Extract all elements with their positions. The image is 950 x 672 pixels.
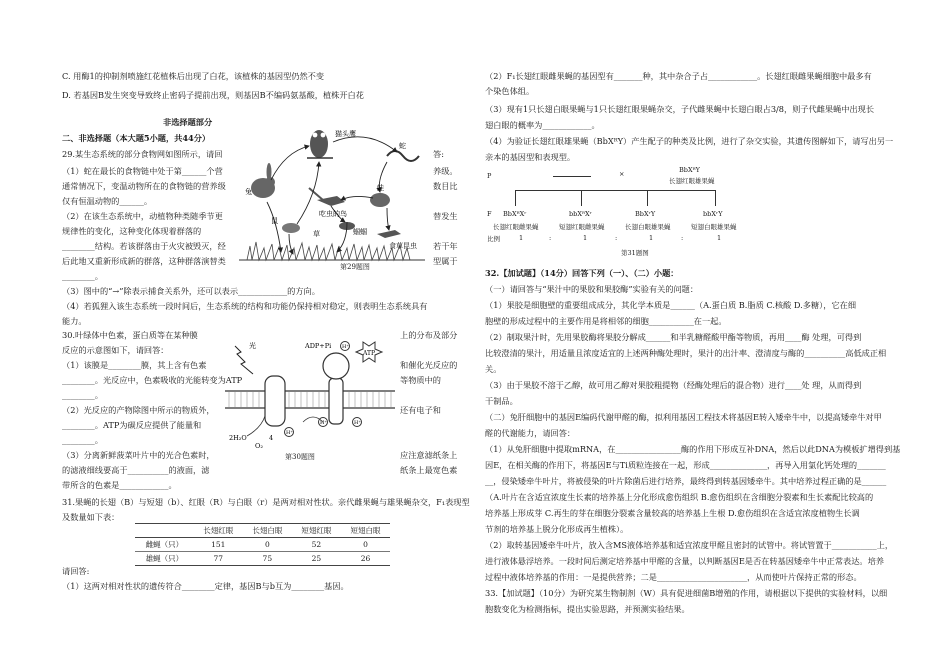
snake-drawing <box>387 151 419 161</box>
cross-g2: bbXᴿXʳ <box>569 210 592 218</box>
r-line: 醛的代谢能力，请回答： <box>485 428 576 438</box>
table-cell: 雄蝇（只） <box>135 552 194 566</box>
cross-p2: 短翅红眼雌果蝇 <box>559 223 605 231</box>
cross-r2: 1 <box>583 234 588 242</box>
q31-line: （1）这两对相对性状的遗传符合________定律，基因B与b互为________基因。 <box>62 581 349 591</box>
r-line: 个染色体组。 <box>485 86 535 96</box>
q30-line: 带所含的色素是____________。 <box>62 480 177 490</box>
q30-line: （3）分离新鲜菠菜叶片中的光合色素时， <box>62 450 215 460</box>
r-line: 因E，在相关酶的作用下，将基因E与Ti质粒连接在一起，形成______________，再导入用氯化钙处理的_______ <box>485 460 886 470</box>
label-mouse: 鼠 <box>271 217 278 225</box>
cross-lines <box>515 190 715 207</box>
hplus-top: H⁺ <box>342 344 349 350</box>
cross-p3: 长翅白眼雄果蝇 <box>625 223 671 231</box>
r-line: 胞数变化为检测指标，提出实验思路，并预测实验结果。 <box>485 604 690 614</box>
section-heading: 二、非选择题（本大题5小题，共44分） <box>62 133 211 143</box>
q30-line: 还有电子和 <box>400 405 441 415</box>
q30-line: ________。 <box>62 390 103 400</box>
q30-line: 反应的示意图如下，请回答： <box>62 345 169 355</box>
cross-g1: BbXᴿXʳ <box>503 210 527 218</box>
section-title: 非选择题部分 <box>163 117 213 127</box>
q29-line: 型属于 <box>433 256 458 266</box>
cross-p1: 长翅红眼雌果蝇 <box>493 223 539 231</box>
cross-parent-m: BbXᴿY <box>679 166 700 174</box>
q29-line: 通常情况下，变温动物所在的食物链的营养级 <box>62 181 226 191</box>
mouse-drawing <box>282 223 300 233</box>
owl-drawing <box>307 130 333 158</box>
r-line: （3）由于果胶不溶于乙醇，故可用乙醇对果胶粗提物（经酶处理后的混合物）进行____处 理，从而得到 <box>485 380 862 390</box>
r-line: 比较澄清的果汁，用适量且浓度适宜的上述两种酶处理时，果汁的出汁率、澄清度与酶的__________高低成正相 <box>485 348 887 358</box>
table-cell: 26 <box>341 552 390 566</box>
table-cell: 长翅红眼 <box>194 524 243 538</box>
cross-r1: 1 <box>519 234 524 242</box>
label-bird: 吃虫的鸟 <box>319 210 347 218</box>
q30-line: 的滤液细线要高于__________的液面，滤 <box>62 465 210 475</box>
q30-line: （2）光反应的产物除图中所示的物质外， <box>62 405 215 415</box>
cross-r4: 1 <box>717 234 722 242</box>
photosystem-protein <box>265 376 285 426</box>
table-cell: 25 <box>292 552 341 566</box>
atp-synthase <box>323 353 349 424</box>
label-cricket: 蝈蝈 <box>353 228 367 236</box>
option-c: C. 用酶1的抑制剂喷施红花植株后出现了白花，该植株的基因型仍然不变 <box>62 71 325 81</box>
cross-diagram: P × BbXᴿY 长翅红眼雄果蝇 F BbXᴿXʳ bbXᴿXʳ BbXʳY bbXʳY 长翅红眼雌果蝇 短翅红眼雌果蝇 长翅白眼雄果蝇 短翅白眼雄果蝇 比例 1 : 1 : 1 : 1 第31题图 <box>487 166 737 257</box>
r-line: 培养基上形成芽 C.再生的芽在细胞分裂素含量较高的培养基上生根 D.愈伤组织在含适宜浓度植物生长调 <box>485 508 860 518</box>
cross-f1: F <box>487 210 492 218</box>
membrane <box>225 391 395 408</box>
q29-line: 替发生 <box>433 211 458 221</box>
q31-line: 请回答: <box>62 566 90 576</box>
cross-r3: 1 <box>649 234 654 242</box>
r-line: （A.叶片在含适宜浓度生长素的培养基上分化形成愈伤组织 B.愈伤组织在含细胞分裂素和生长素配比较高的 <box>485 492 874 502</box>
r-line: （4）为验证长翅红眼雄果蝇（BbXᴿY）产生配子的种类及比例，进行了杂交实验，其遗传图解如下，请写出另一 <box>485 136 894 146</box>
r-line: （3）现有1只长翅白眼果蝇与1只长翅红眼果蝇杂交，子代雌果蝇中长翅白眼占3/8，则子代雌果蝇中出现长 <box>485 104 875 114</box>
q31-line: 及数量如下表： <box>62 512 120 522</box>
label-o2: O₂ <box>255 442 263 450</box>
q29-line: （4）若狐狸入该生态系统一段时间后，生态系统的结构和功能仍保持相对稳定，则表明生态系统具有 <box>62 301 428 311</box>
q29-line: ________结构。若该群落由于火灾被毁灭，经 <box>62 241 226 251</box>
q29-line: 仅有恒温动物的______。 <box>62 196 153 206</box>
cross-parent-m-phen: 长翅红眼雄果蝇 <box>669 177 715 185</box>
q29-line: 29.某生态系统的部分食物网如图所示，请回 <box>62 149 223 159</box>
right-column <box>475 0 950 672</box>
cross-g4: bbXʳY <box>703 210 723 218</box>
fig30-caption: 第30题图 <box>285 453 315 461</box>
r-line: （2）F₁长翅红眼雌果蝇的基因型有_______种，其中杂合子占____________。长翅红眼雌果蝇细胞中最多有 <box>485 71 872 81</box>
label-h2o: 2H₂O <box>229 434 247 442</box>
q30-line: 和催化光反应的 <box>400 360 458 370</box>
label-adp: ADP+Pi <box>305 342 332 350</box>
q30-line: 纸条上最宽色素 <box>400 465 458 475</box>
r-line: 干制品。 <box>485 396 518 406</box>
table-row <box>135 538 390 552</box>
q30-line: ________。 <box>62 435 103 445</box>
table-cell <box>135 524 194 538</box>
table-cell: 52 <box>292 538 341 552</box>
table-cell: 0 <box>341 538 390 552</box>
cross-p: P <box>487 172 492 180</box>
light-arrow <box>235 346 253 374</box>
cross-x: × <box>619 170 625 178</box>
r-line: 关。 <box>485 364 502 374</box>
table-cell: 75 <box>243 552 292 566</box>
bird-drawing <box>309 188 345 206</box>
r-line: 翅白眼的概率为____________。 <box>485 120 600 130</box>
r-line: 节剂的培养基上脱分化形成再生植株）。 <box>485 524 629 534</box>
q29-line: 养级。 <box>433 166 458 176</box>
table-cell: 雌蝇（只） <box>135 538 194 552</box>
q29-line: 规律性的变化，这种变化体现着群落的 <box>62 226 202 236</box>
atp-burst <box>356 342 382 362</box>
grasshopper-drawing <box>377 230 401 238</box>
q32-heading: 32.【加试题】（14分）回答下列（一）、（二）小题： <box>485 268 679 278</box>
hplus-bottom-3: H⁺ <box>354 420 361 426</box>
q29-line: （2）在该生态系统中，动植物种类随季节更 <box>62 211 223 221</box>
r-line: （1）果胶是细胞壁的重要组成成分，其化学本质是______（A.蛋白质 B.脂质 C.核酸 D.多糖），它在细 <box>485 300 857 310</box>
table-row <box>135 524 390 538</box>
q30-line: 应注意滤纸条上 <box>400 450 458 460</box>
r-line: 亲本的基因型和表现型。 <box>485 152 576 162</box>
q29-line: 数目比 <box>433 181 458 191</box>
table-cell: 短翅白眼 <box>341 524 390 538</box>
frog-drawing <box>370 193 390 207</box>
hplus-bottom-2: H⁺ <box>320 420 327 426</box>
q30-line: ________。ATP为碳反应提供了能量和 <box>62 420 202 430</box>
label-light: 光 <box>249 342 256 350</box>
q33-heading: 33.【加试题】（10分）为研究某生物制剂（W）具有促进细菌B增殖的作用，请根据以下提供的实验材料，以细 <box>485 588 888 598</box>
label-grasshopper: 食草昆虫 <box>389 242 417 250</box>
hplus-bottom-1: H⁺ <box>286 430 293 436</box>
label-atp: ATP <box>363 350 376 357</box>
r-line: 胞壁的形成过程中的主要作用是将相邻的细胞___________在一起。 <box>485 316 727 326</box>
table-row <box>135 552 390 566</box>
q30-line: （1）该膜是________膜，其上含有色素 <box>62 360 207 370</box>
q30-line: ________。光反应中，色素吸收的光能转变为ATP <box>62 375 243 385</box>
q29-line: 能力。 <box>62 316 87 326</box>
label-rabbit: 兔 <box>245 188 252 196</box>
q31-line: 31.果蝇的长翅（B）与短翅（b）、红眼（R）与白眼（r）是两对相对性状。亲代雌果蝇与雄果蝇杂交，F₁表现型 <box>62 497 470 507</box>
r-line: __，侵染矮牵牛叶片，将被侵染的叶片除菌后进行培养，最终得到转基因矮牵牛。其中培养过程正确的是______ <box>485 476 887 486</box>
thylakoid-figure <box>225 336 395 456</box>
table-cell: 长翅白眼 <box>243 524 292 538</box>
rabbit-drawing <box>251 163 275 198</box>
cross-caption: 第31题图 <box>621 249 649 257</box>
r-line: 过程中液体培养基的作用：一是提供营养；二是______________________，从而使叶片保持正常的形态。 <box>485 572 862 582</box>
r-line: （2）取转基因矮牵牛叶片，放入含MS液体培养基和适宜浓度甲醛且密封的试管中。将试管置于___________上， <box>485 540 894 550</box>
label-frog: 蛙 <box>377 184 384 192</box>
cross-g3: BbXʳY <box>635 210 656 218</box>
q30-line: 30.叶绿体中色素，蛋白质等在某种膜 <box>62 330 198 340</box>
r-line: 进行液体悬浮培养。一段时间后测定培养基中甲醛的含量，以判断基因E是否在转基因矮牵牛中正常表达。培养 <box>485 556 884 566</box>
food-web-figure <box>237 122 427 274</box>
q30-line: 等物质中的 <box>400 375 441 385</box>
q29-line: 后此地又重新形成新的群落，这种群落演替类 <box>62 256 226 266</box>
label-snake: 蛇 <box>399 142 406 150</box>
label-four: 4 <box>269 434 274 442</box>
table-cell: 77 <box>194 552 243 566</box>
q29-line: ________。 <box>62 271 103 281</box>
cross-ratio-label: 比例 <box>487 235 500 243</box>
r-line: （二）兔肝细胞中的基因E编码代谢甲醛的酶，拟利用基因工程技术将基因E转入矮牵牛中，以提高矮牵牛对甲 <box>485 412 882 422</box>
table-cell: 短翅红眼 <box>292 524 341 538</box>
fruitfly-table <box>135 523 390 566</box>
label-owl: 猫头鹰 <box>335 130 356 138</box>
q29-line: 答: <box>433 149 444 159</box>
label-grass: 草 <box>313 230 320 238</box>
q29-line: 若干年 <box>433 241 458 251</box>
r-line: （1）从兔肝细胞中提取mRNA，在________________酶的作用下形成互补DNA，然后以此DNA为模板扩增得到基 <box>485 444 901 454</box>
table-cell: 0 <box>243 538 292 552</box>
r-line: （2）制取果汁时，先用果胶酶将果胶分解成______和半乳糖醛酸甲酯等物质，再用____酶 处理，可得到 <box>485 332 862 342</box>
r-line: （一）请回答与“果汁中的果胶和果胶酶”实验有关的问题： <box>485 284 699 294</box>
q29-line: （3）图中的“→”除表示捕食关系外，还可以表示____________的方向。 <box>62 286 320 296</box>
fig29-caption: 第29题图 <box>340 263 370 271</box>
q30-line: 上的分布及部分 <box>400 330 458 340</box>
option-d: D. 若基因B发生突变导致终止密码子提前出现，则基因B不编码氨基酸，植株开白花 <box>62 90 364 100</box>
q29-line: （1）蛇在最长的食物链中处于第______个营 <box>62 166 223 176</box>
table-cell: 151 <box>194 538 243 552</box>
cross-p4: 短翅白眼雄果蝇 <box>691 223 737 231</box>
blank-parent <box>553 168 591 177</box>
